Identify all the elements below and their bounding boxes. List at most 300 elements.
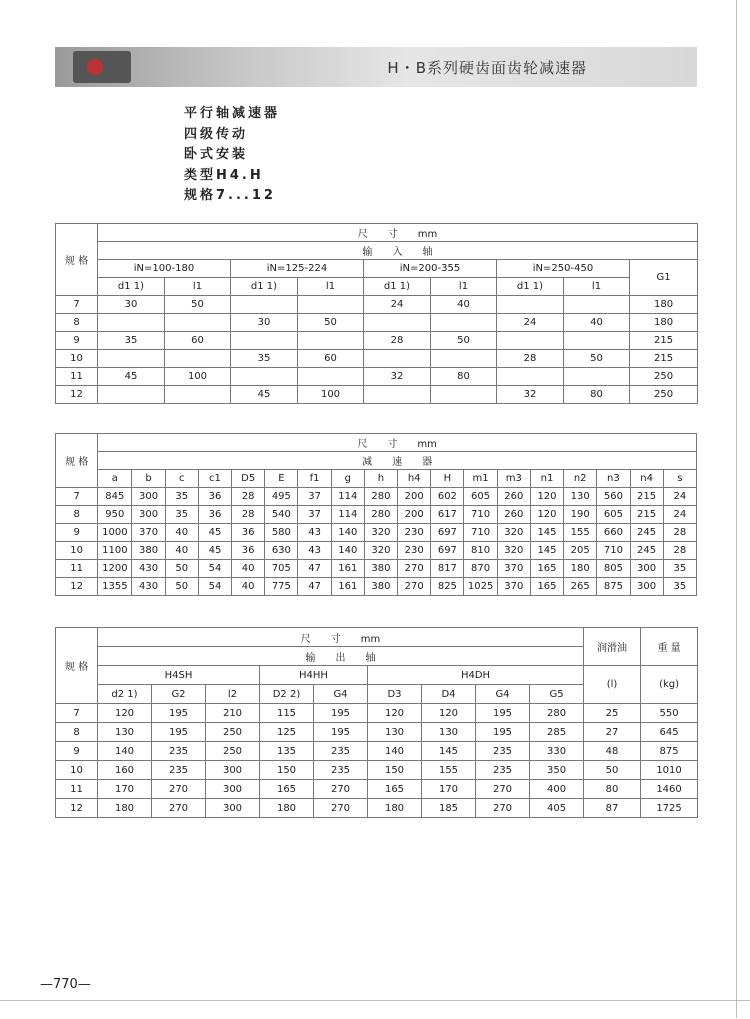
spec-cell: 8 [56, 506, 98, 524]
spec-header: 规 格 [56, 434, 98, 488]
value-cell: 405 [530, 799, 584, 818]
value-cell: 617 [431, 506, 464, 524]
value-cell: 195 [314, 723, 368, 742]
value-cell: 380 [132, 542, 165, 560]
value-cell: 87 [584, 799, 641, 818]
table-row [56, 742, 698, 761]
reducer-dimension-table [55, 433, 697, 596]
value-cell: 170 [422, 780, 476, 799]
value-cell: 270 [314, 780, 368, 799]
column-header: l1 [298, 278, 364, 296]
value-cell: 1000 [98, 524, 132, 542]
value-cell: 1355 [98, 578, 132, 596]
column-header: c [165, 470, 198, 488]
value-cell: 28 [663, 524, 696, 542]
value-cell: 320 [497, 524, 530, 542]
table-row [56, 332, 698, 350]
oil-unit: (l) [584, 666, 641, 704]
column-header: d1 1) [497, 278, 564, 296]
column-header: D3 [368, 685, 422, 704]
column-header: D2 2) [260, 685, 314, 704]
spec-cell: 9 [56, 524, 98, 542]
value-cell: 140 [368, 742, 422, 761]
spec-header: 规 格 [56, 224, 98, 296]
table-row [56, 542, 697, 560]
spec-cell: 9 [56, 742, 98, 761]
table-row [56, 296, 698, 314]
spec-cell: 10 [56, 350, 98, 368]
value-cell: 47 [298, 578, 331, 596]
value-cell: 605 [464, 488, 497, 506]
value-cell: 36 [232, 542, 265, 560]
value-cell: 60 [298, 350, 364, 368]
ratio-group: iN=125-224 [231, 260, 364, 278]
column-header: n4 [630, 470, 663, 488]
value-cell: 140 [331, 524, 364, 542]
value-cell: 430 [132, 578, 165, 596]
value-cell: 160 [98, 761, 152, 780]
value-cell: 300 [206, 780, 260, 799]
table-row [56, 578, 697, 596]
value-cell [298, 332, 364, 350]
value-cell: 380 [364, 578, 397, 596]
column-header: l1 [431, 278, 497, 296]
value-cell: 320 [364, 542, 397, 560]
value-cell: 645 [641, 723, 698, 742]
value-cell: 120 [98, 704, 152, 723]
value-cell: 130 [422, 723, 476, 742]
column-header: G5 [530, 685, 584, 704]
spec-cell: 8 [56, 723, 98, 742]
value-cell: 1025 [464, 578, 497, 596]
value-cell: 115 [260, 704, 314, 723]
value-cell: 165 [530, 578, 563, 596]
value-cell: 817 [431, 560, 464, 578]
column-header: h [364, 470, 397, 488]
table-row [56, 761, 698, 780]
value-cell: 775 [265, 578, 298, 596]
table-row [56, 780, 698, 799]
value-cell: 805 [597, 560, 630, 578]
value-cell: 161 [331, 560, 364, 578]
value-cell: 165 [368, 780, 422, 799]
value-cell: 210 [206, 704, 260, 723]
column-header: l1 [165, 278, 231, 296]
value-cell: 140 [98, 742, 152, 761]
value-cell: 370 [497, 560, 530, 578]
value-cell: 215 [630, 488, 663, 506]
value-cell: 114 [331, 506, 364, 524]
value-cell: 270 [398, 560, 431, 578]
value-cell [298, 296, 364, 314]
column-header: g [331, 470, 364, 488]
value-cell: 350 [530, 761, 584, 780]
value-cell: 165 [260, 780, 314, 799]
value-cell: 36 [198, 506, 231, 524]
value-cell: 150 [368, 761, 422, 780]
value-cell: 145 [530, 524, 563, 542]
value-cell: 40 [232, 578, 265, 596]
value-cell: 605 [597, 506, 630, 524]
value-cell [98, 386, 165, 404]
value-cell [364, 350, 431, 368]
value-cell: 36 [198, 488, 231, 506]
spec-cell: 12 [56, 386, 98, 404]
value-cell: 540 [265, 506, 298, 524]
value-cell [431, 350, 497, 368]
value-cell: 300 [630, 560, 663, 578]
column-header: D4 [422, 685, 476, 704]
table-row [56, 560, 697, 578]
value-cell: 875 [597, 578, 630, 596]
oil-header: 润滑油 [584, 628, 641, 666]
value-cell: 825 [431, 578, 464, 596]
value-cell [231, 296, 298, 314]
value-cell: 710 [597, 542, 630, 560]
value-cell: 120 [530, 488, 563, 506]
value-cell [98, 314, 165, 332]
spec-cell: 11 [56, 560, 98, 578]
value-cell: 100 [165, 368, 231, 386]
value-cell: 43 [298, 524, 331, 542]
value-cell: 24 [663, 488, 696, 506]
value-cell: 950 [98, 506, 132, 524]
value-cell: 1725 [641, 799, 698, 818]
value-cell: 100 [298, 386, 364, 404]
column-header: s [663, 470, 696, 488]
value-cell: 80 [584, 780, 641, 799]
value-cell: 697 [431, 542, 464, 560]
value-cell: 145 [530, 542, 563, 560]
value-cell: 37 [298, 488, 331, 506]
value-cell [431, 386, 497, 404]
ratio-group: iN=200-355 [364, 260, 497, 278]
value-cell: 195 [476, 723, 530, 742]
ratio-group: iN=250-450 [497, 260, 630, 278]
value-cell: 180 [368, 799, 422, 818]
value-cell [564, 332, 630, 350]
value-cell: 870 [464, 560, 497, 578]
value-cell: 215 [630, 506, 663, 524]
value-cell: 35 [98, 332, 165, 350]
value-cell: 270 [152, 780, 206, 799]
intro-line: 平行轴减速器 [184, 106, 281, 121]
value-cell: 145 [422, 742, 476, 761]
column-header: m3 [497, 470, 530, 488]
value-cell: 845 [98, 488, 132, 506]
spec-cell: 7 [56, 296, 98, 314]
value-cell [165, 386, 231, 404]
value-cell: 180 [564, 560, 597, 578]
value-cell: 705 [265, 560, 298, 578]
value-cell: 195 [152, 723, 206, 742]
value-cell: 80 [564, 386, 630, 404]
value-cell: 250 [630, 386, 698, 404]
table-row [56, 799, 698, 818]
value-cell: 1460 [641, 780, 698, 799]
value-cell [98, 350, 165, 368]
table-row [56, 506, 697, 524]
value-cell: 50 [165, 578, 198, 596]
column-header: f1 [298, 470, 331, 488]
value-cell: 400 [530, 780, 584, 799]
value-cell: 35 [165, 488, 198, 506]
value-cell: 54 [198, 578, 231, 596]
type-group: H4DH [368, 666, 584, 685]
value-cell [165, 314, 231, 332]
column-header: m1 [464, 470, 497, 488]
page-number: — 770 — [40, 977, 91, 992]
column-header: D5 [232, 470, 265, 488]
value-cell [364, 314, 431, 332]
value-cell: 165 [530, 560, 563, 578]
value-cell [231, 368, 298, 386]
value-cell: 250 [630, 368, 698, 386]
value-cell: 875 [641, 742, 698, 761]
value-cell: 235 [476, 742, 530, 761]
value-cell: 40 [564, 314, 630, 332]
value-cell: 36 [232, 524, 265, 542]
value-cell: 602 [431, 488, 464, 506]
column-header: H [431, 470, 464, 488]
value-cell: 45 [198, 524, 231, 542]
value-cell: 35 [663, 578, 696, 596]
value-cell: 54 [198, 560, 231, 578]
value-cell: 430 [132, 560, 165, 578]
table-row [56, 488, 697, 506]
ratio-group: iN=100-180 [98, 260, 231, 278]
value-cell: 270 [476, 799, 530, 818]
value-cell: 30 [98, 296, 165, 314]
value-cell: 710 [464, 524, 497, 542]
spec-cell: 12 [56, 578, 98, 596]
column-header: l1 [564, 278, 630, 296]
value-cell: 250 [206, 742, 260, 761]
value-cell [231, 332, 298, 350]
value-cell: 1100 [98, 542, 132, 560]
value-cell: 50 [564, 350, 630, 368]
value-cell: 130 [368, 723, 422, 742]
value-cell: 40 [165, 542, 198, 560]
value-cell: 130 [564, 488, 597, 506]
value-cell: 24 [663, 506, 696, 524]
value-cell: 30 [231, 314, 298, 332]
value-cell [497, 296, 564, 314]
value-cell: 140 [331, 542, 364, 560]
value-cell: 28 [232, 488, 265, 506]
value-cell [497, 368, 564, 386]
value-cell [165, 350, 231, 368]
value-cell: 270 [398, 578, 431, 596]
value-cell: 380 [364, 560, 397, 578]
spec-header: 规 格 [56, 628, 98, 704]
value-cell: 40 [431, 296, 497, 314]
value-cell: 135 [260, 742, 314, 761]
value-cell: 810 [464, 542, 497, 560]
value-cell: 47 [298, 560, 331, 578]
value-cell: 265 [564, 578, 597, 596]
value-cell: 235 [152, 761, 206, 780]
value-cell [564, 368, 630, 386]
value-cell: 40 [165, 524, 198, 542]
input-shaft-header: 输 入 轴 [98, 242, 698, 260]
value-cell: 300 [132, 488, 165, 506]
column-header: d1 1) [231, 278, 298, 296]
value-cell: 260 [497, 488, 530, 506]
value-cell: 180 [98, 799, 152, 818]
table-row [56, 723, 698, 742]
value-cell: 28 [497, 350, 564, 368]
output-shaft-table [55, 627, 698, 818]
table-row [56, 386, 698, 404]
value-cell [564, 296, 630, 314]
value-cell: 180 [260, 799, 314, 818]
value-cell: 190 [564, 506, 597, 524]
table-row [56, 368, 698, 386]
value-cell: 195 [476, 704, 530, 723]
value-cell: 1010 [641, 761, 698, 780]
value-cell: 60 [165, 332, 231, 350]
column-header: G2 [152, 685, 206, 704]
intro-block [184, 104, 280, 207]
value-cell: 50 [584, 761, 641, 780]
value-cell: 560 [597, 488, 630, 506]
column-header: G4 [476, 685, 530, 704]
type-group: H4SH [98, 666, 260, 685]
value-cell: 235 [314, 742, 368, 761]
value-cell: 24 [497, 314, 564, 332]
value-cell: 28 [232, 506, 265, 524]
value-cell: 27 [584, 723, 641, 742]
value-cell: 697 [431, 524, 464, 542]
value-cell: 180 [630, 314, 698, 332]
spec-cell: 12 [56, 799, 98, 818]
dim-header: 尺 寸 mm [98, 224, 698, 242]
output-shaft-header: 输 出 轴 [98, 647, 584, 666]
dim-header: 尺 寸 mm [98, 434, 697, 452]
value-cell: 280 [364, 506, 397, 524]
value-cell: 630 [265, 542, 298, 560]
value-cell: 32 [497, 386, 564, 404]
value-cell: 245 [630, 524, 663, 542]
column-header: d1 1) [364, 278, 431, 296]
value-cell: 235 [314, 761, 368, 780]
column-header: c1 [198, 470, 231, 488]
value-cell: 270 [314, 799, 368, 818]
column-header: G4 [314, 685, 368, 704]
column-header: h4 [398, 470, 431, 488]
value-cell: 300 [206, 761, 260, 780]
value-cell: 155 [564, 524, 597, 542]
value-cell: 260 [497, 506, 530, 524]
value-cell: 235 [152, 742, 206, 761]
value-cell: 245 [630, 542, 663, 560]
value-cell: 155 [422, 761, 476, 780]
value-cell: 35 [165, 506, 198, 524]
value-cell: 45 [198, 542, 231, 560]
value-cell: 120 [368, 704, 422, 723]
dim-header: 尺 寸 mm [98, 628, 584, 647]
value-cell: 45 [98, 368, 165, 386]
value-cell: 80 [431, 368, 497, 386]
spec-cell: 10 [56, 542, 98, 560]
spec-cell: 8 [56, 314, 98, 332]
value-cell: 1200 [98, 560, 132, 578]
value-cell: 580 [265, 524, 298, 542]
value-cell: 130 [98, 723, 152, 742]
value-cell: 50 [165, 296, 231, 314]
spec-cell: 11 [56, 368, 98, 386]
value-cell: 35 [231, 350, 298, 368]
value-cell: 114 [331, 488, 364, 506]
value-cell: 28 [364, 332, 431, 350]
value-cell: 330 [530, 742, 584, 761]
value-cell [298, 368, 364, 386]
table-row [56, 524, 697, 542]
value-cell: 37 [298, 506, 331, 524]
value-cell: 285 [530, 723, 584, 742]
column-header: n1 [530, 470, 563, 488]
gearbox-image [73, 51, 131, 83]
type-group: H4HH [260, 666, 368, 685]
value-cell: 28 [663, 542, 696, 560]
value-cell: 180 [630, 296, 698, 314]
column-header: a [98, 470, 132, 488]
value-cell: 50 [431, 332, 497, 350]
value-cell: 660 [597, 524, 630, 542]
value-cell: 43 [298, 542, 331, 560]
value-cell: 50 [165, 560, 198, 578]
column-header: d1 1) [98, 278, 165, 296]
value-cell: 230 [398, 542, 431, 560]
page-header [55, 47, 697, 87]
value-cell: 370 [497, 578, 530, 596]
value-cell: 200 [398, 506, 431, 524]
value-cell: 45 [231, 386, 298, 404]
value-cell [497, 332, 564, 350]
value-cell [431, 314, 497, 332]
value-cell: 195 [314, 704, 368, 723]
value-cell: 32 [364, 368, 431, 386]
value-cell: 300 [206, 799, 260, 818]
intro-line: 规格7...12 [184, 188, 276, 203]
column-header: d2 1) [98, 685, 152, 704]
column-header: b [132, 470, 165, 488]
value-cell: 270 [152, 799, 206, 818]
value-cell: 230 [398, 524, 431, 542]
column-header: n2 [564, 470, 597, 488]
intro-line: 类型H4.H [184, 167, 264, 183]
intro-line: 四级传动 [184, 126, 249, 142]
table-row [56, 314, 698, 332]
value-cell: 300 [132, 506, 165, 524]
value-cell: 125 [260, 723, 314, 742]
value-cell: 270 [476, 780, 530, 799]
page-frame-bottom [0, 1000, 750, 1019]
value-cell: 25 [584, 704, 641, 723]
spec-cell: 7 [56, 488, 98, 506]
spec-cell: 11 [56, 780, 98, 799]
value-cell: 185 [422, 799, 476, 818]
value-cell: 280 [364, 488, 397, 506]
weight-header: 重 量 [641, 628, 698, 666]
spec-cell: 10 [56, 761, 98, 780]
value-cell: 215 [630, 350, 698, 368]
value-cell: 495 [265, 488, 298, 506]
value-cell: 215 [630, 332, 698, 350]
spec-cell: 9 [56, 332, 98, 350]
spec-cell: 7 [56, 704, 98, 723]
